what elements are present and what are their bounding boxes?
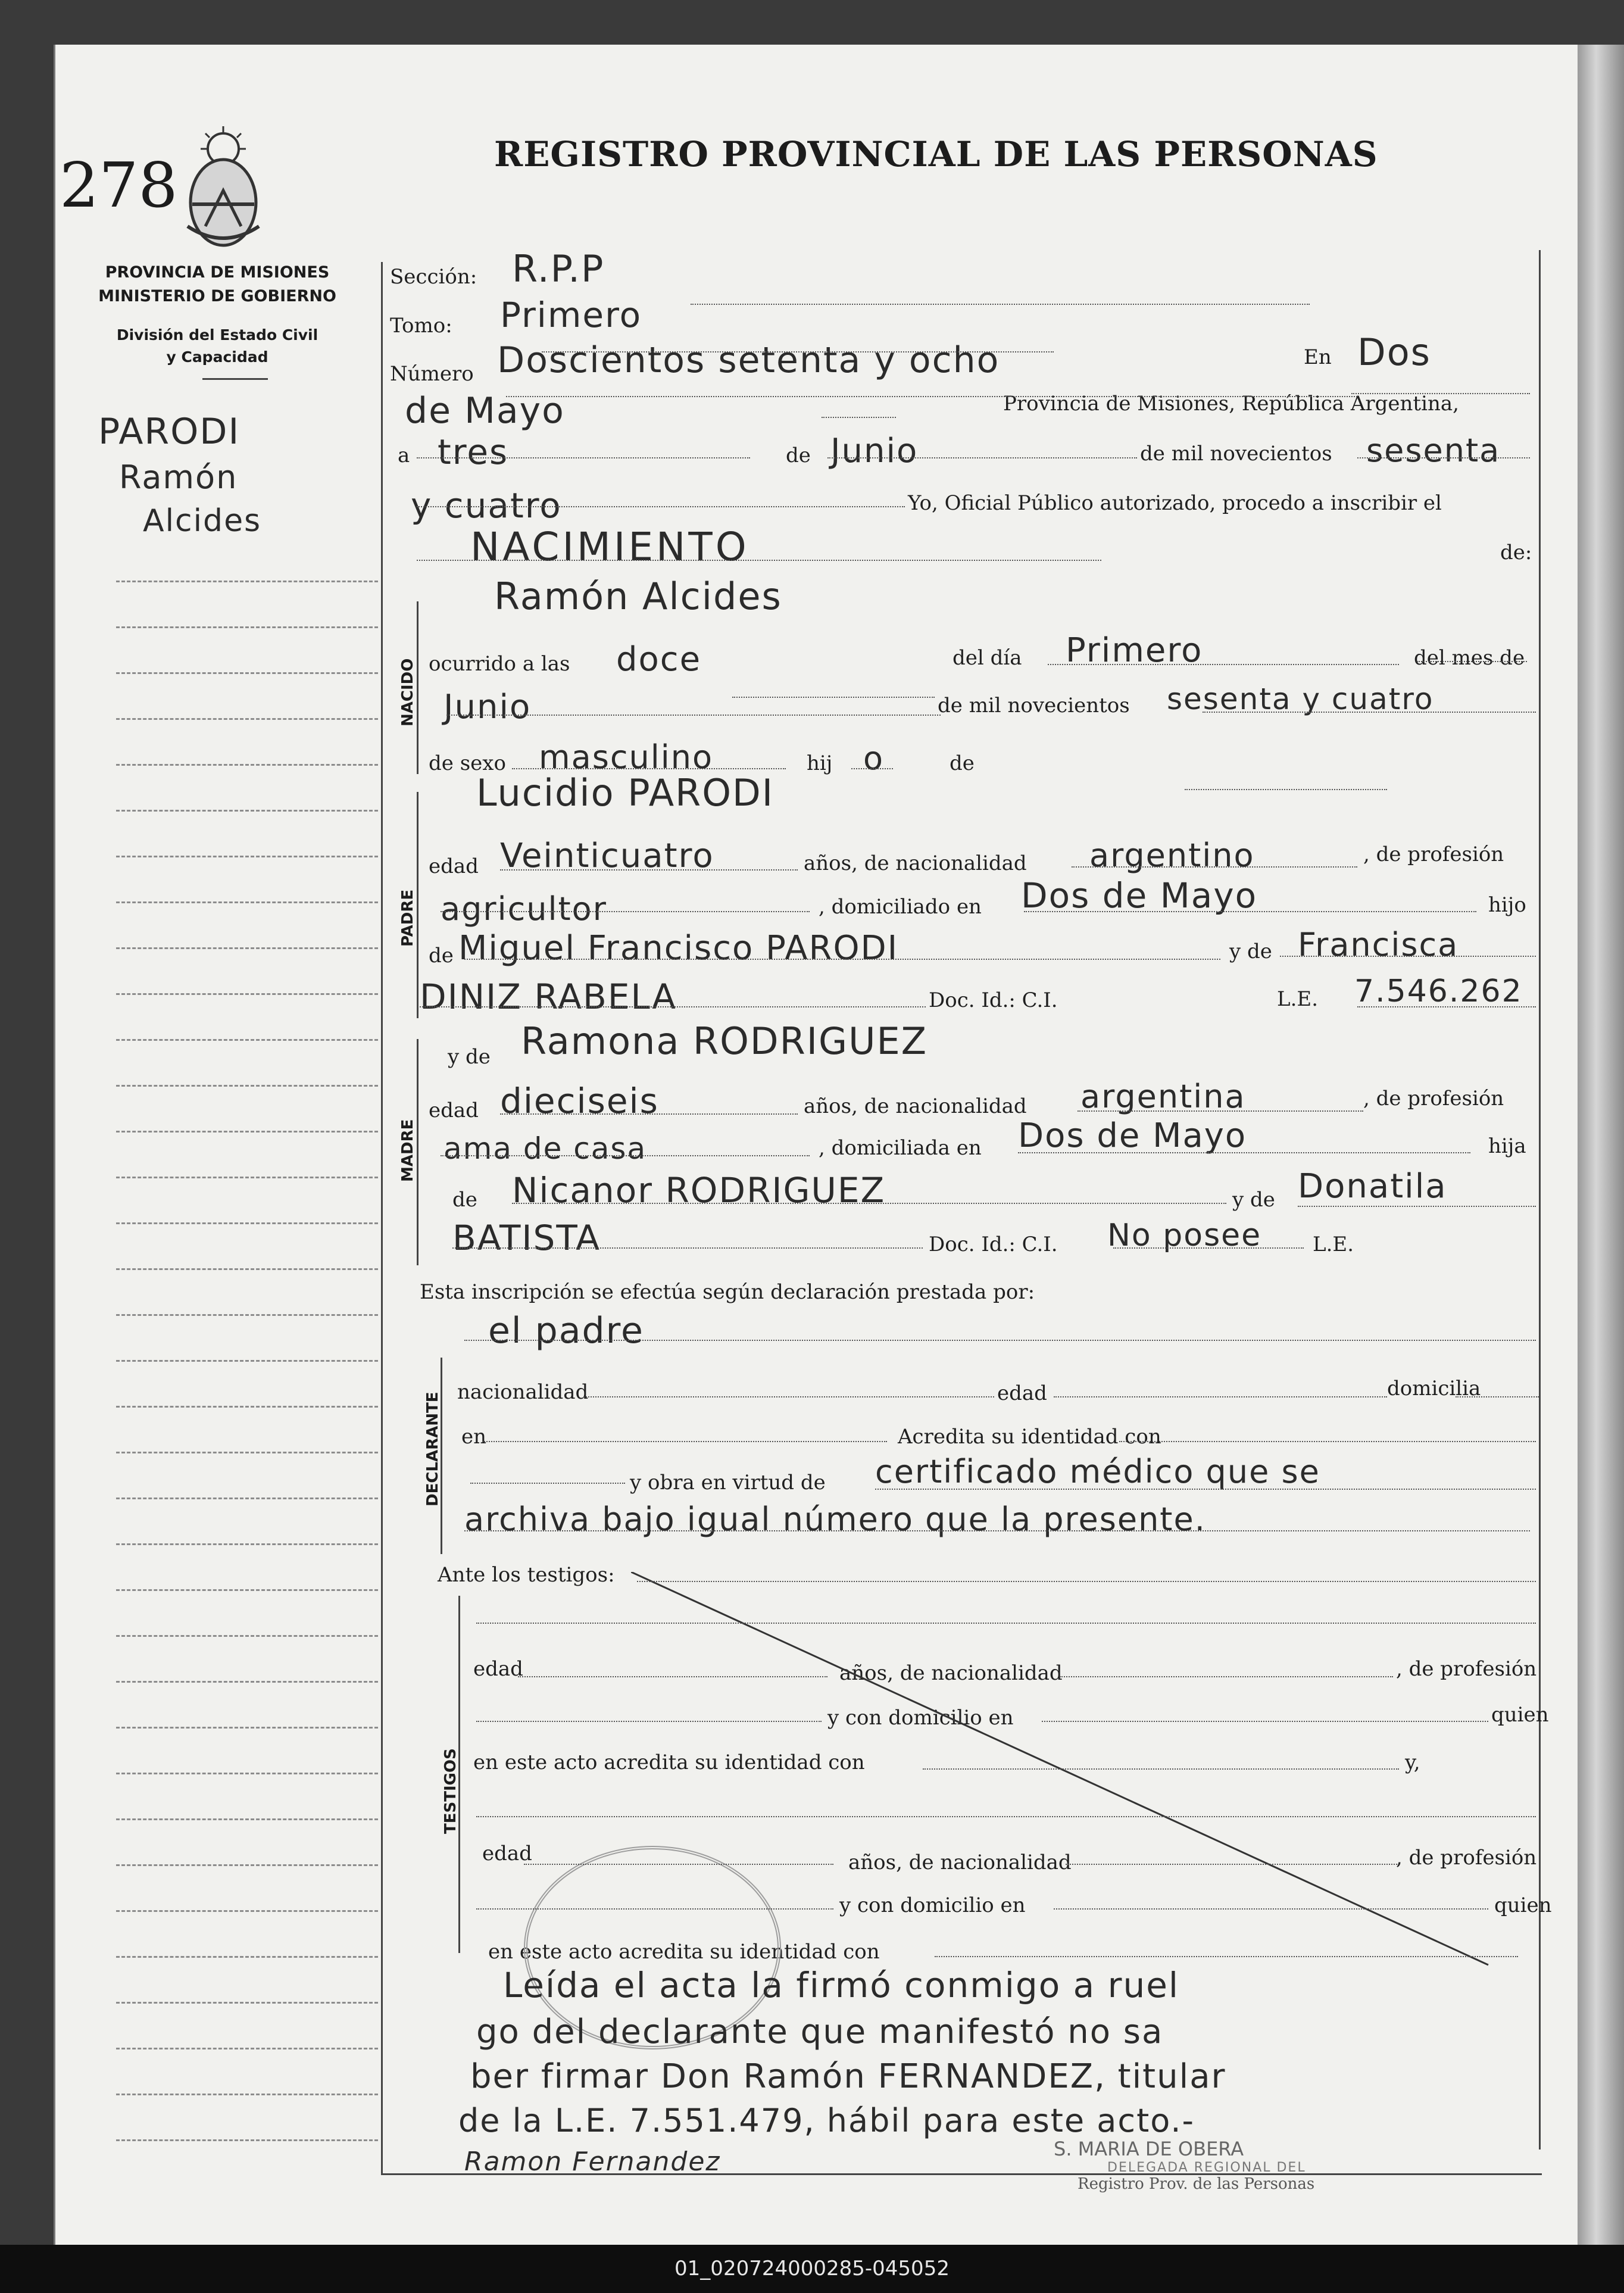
institution-ministry: MINISTERIO DE GOBIERNO (98, 287, 336, 305)
madre-bracket (417, 1039, 419, 1265)
seccion-label: Sección: (390, 265, 477, 289)
section-label-testigos: TESTIGOS (442, 1748, 460, 1834)
margin-surname: PARODI (98, 411, 241, 453)
section-label-nacido: NACIDO (399, 658, 417, 726)
mil-label: de mil novecientos (1140, 442, 1332, 466)
field-underline (542, 351, 1054, 352)
tomo-value: Primero (500, 295, 642, 335)
madre-doc-value: No posee (1107, 1218, 1262, 1253)
field-underline (518, 1676, 827, 1677)
field-underline (1048, 664, 1399, 665)
padre-prof-label: , de profesión (1363, 843, 1504, 866)
testigo1-dom-label: y con domicilio en (827, 1706, 1014, 1730)
a-label: a (398, 444, 410, 467)
de-colon-label: de: (1500, 541, 1532, 564)
margin-ruled-line (116, 1681, 378, 1683)
margin-ruled-line (116, 1406, 378, 1408)
margin-ruled-line (116, 1635, 378, 1637)
field-underline (1018, 1152, 1470, 1153)
madre-nac-value: argentina (1080, 1078, 1246, 1115)
field-underline (512, 768, 786, 769)
section-label-madre: MADRE (399, 1119, 417, 1182)
margin-ruled-line (116, 581, 378, 582)
testigo1-edad-label: edad (473, 1657, 523, 1681)
madre-y-de-label: y de (448, 1045, 491, 1069)
field-underline (1456, 1396, 1539, 1397)
nacido-bracket (417, 601, 419, 774)
margin-ruled-line (116, 1085, 378, 1087)
field-underline (1203, 712, 1536, 713)
margin-ruled-line (116, 810, 378, 812)
hij-label: hij (807, 751, 833, 775)
margin-ruled-line (116, 672, 378, 674)
mes-value: Junio (444, 688, 532, 726)
mes-label: del mes de (1414, 646, 1525, 670)
numero-label: Número (390, 362, 474, 386)
testigo1-nac-label: años, de nacionalidad (839, 1661, 1063, 1685)
padre-mother-surname: DINIZ RABELA (420, 977, 677, 1017)
declarante-dom-label: domicilia (1387, 1377, 1481, 1400)
madre-prof-label: , de profesión (1363, 1087, 1504, 1110)
field-underline (417, 560, 1101, 561)
padre-nac-label: años, de nacionalidad (804, 851, 1027, 875)
testigo2-quien-label: quien (1494, 1893, 1552, 1917)
madre-father-value: Nicanor RODRIGUEZ (512, 1170, 886, 1211)
closing-line-1: Leída el acta la firmó conmigo a ruel (503, 1965, 1180, 2005)
padre-bracket (417, 792, 419, 1018)
provincia-text: Provincia de Misiones, República Argentina, (1003, 392, 1459, 416)
margin-ruled-line (116, 1818, 378, 1820)
nacido-de-label: de (950, 751, 975, 775)
margin-ruled-line (116, 1131, 378, 1133)
padre-y-de-label: y de (1229, 940, 1272, 963)
field-underline (476, 1908, 833, 1910)
margin-ruled-line (116, 718, 378, 720)
section-label-padre: PADRE (399, 889, 417, 947)
margin-ruled-line (116, 993, 378, 995)
padre-mother-value: Francisca (1298, 926, 1459, 963)
image-id-footer: 01_020724000285-045052 (0, 2245, 1624, 2293)
declaracion-text: Esta inscripción se efectúa según declaración prestada por: (420, 1280, 1035, 1304)
field-underline (691, 304, 1310, 305)
margin-ruled-line (116, 947, 378, 949)
padre-le-label: L.E. (1277, 987, 1319, 1011)
madre-hija-label: hija (1488, 1134, 1526, 1158)
margin-ruled-line (116, 1314, 378, 1316)
field-underline (417, 506, 905, 507)
field-underline (851, 768, 893, 769)
madre-edad-label: edad (429, 1099, 479, 1122)
field-underline (1119, 1441, 1536, 1442)
field-underline (417, 457, 750, 458)
oficial-text: Yo, Oficial Público autorizado, procedo a inscribir el (908, 491, 1442, 515)
field-underline (441, 911, 810, 912)
field-underline (822, 417, 896, 418)
stamp-line-1: S. MARIA DE OBERA (1054, 2138, 1244, 2160)
field-underline (441, 1155, 810, 1156)
madre-y-de-label-2: y de (1232, 1188, 1275, 1212)
institution-capacity: y Capacidad (166, 348, 268, 366)
declarante-virtud-label: y obra en virtud de (630, 1471, 826, 1495)
numero-value: Doscientos setenta y ocho (497, 339, 1000, 381)
field-underline (1113, 1247, 1304, 1249)
sexo-value: masculino (539, 738, 714, 776)
field-underline (452, 1247, 923, 1249)
field-underline (1298, 1206, 1536, 1207)
madre-edad-value: dieciseis (500, 1081, 659, 1121)
madre-le-label: L.E. (1313, 1233, 1354, 1256)
margin-ruled-line (116, 1910, 378, 1912)
page-number: 278 (60, 149, 178, 221)
margin-ruled-line (116, 1498, 378, 1499)
hij-value: o (863, 740, 885, 777)
padre-nac-value: argentino (1089, 837, 1255, 874)
stamp-line-2: DELEGADA REGIONAL DEL (1107, 2160, 1306, 2175)
margin-ruled-line (116, 626, 378, 628)
dia-value: Primero (1066, 631, 1203, 670)
declarante-virtud-value-2: archiva bajo igual número que la presente. (464, 1500, 1206, 1538)
closing-line-2: go del declarante que manifestó no sa (476, 2013, 1164, 2051)
declarante-virtud-value: certificado médico que se (875, 1453, 1320, 1490)
padre-name: Lucidio PARODI (476, 771, 774, 815)
field-underline (1054, 1396, 1387, 1397)
madre-dom-value: Dos de Mayo (1018, 1116, 1247, 1155)
year-value-2: y cuatro (411, 485, 562, 526)
field-underline (875, 1489, 1536, 1490)
year-value: sesenta (1366, 432, 1501, 469)
field-underline (446, 715, 941, 716)
padre-doc-label: Doc. Id.: C.I. (929, 988, 1058, 1012)
field-underline (506, 396, 1357, 397)
tomo-label: Tomo: (390, 314, 452, 338)
margin-ruled-line (116, 1864, 378, 1866)
testigo1-y-label: y, (1405, 1751, 1420, 1774)
field-underline (524, 1864, 833, 1865)
margin-ruled-line (116, 1589, 378, 1591)
madre-name: Ramona RODRIGUEZ (521, 1019, 928, 1063)
field-underline (464, 1340, 1536, 1341)
field-underline (637, 1581, 1536, 1582)
field-underline (1054, 1908, 1488, 1910)
field-underline (1066, 1864, 1399, 1865)
sexo-label: de sexo (429, 751, 506, 775)
witness-signature: Ramon Fernandez (464, 2147, 721, 2177)
madre-de-label: de (452, 1188, 477, 1212)
ocurrido-label: ocurrido a las (429, 652, 570, 676)
acto-value: NACIMIENTO (470, 524, 749, 570)
padre-dom-value: Dos de Mayo (1021, 875, 1258, 916)
margin-ruled-line (116, 2002, 378, 2004)
field-underline (1357, 457, 1530, 458)
field-underline (1351, 393, 1530, 394)
testigo1-acredita-label: en este acto acredita su identidad con (473, 1751, 865, 1774)
page-title: REGISTRO PROVINCIAL DE LAS PERSONAS (494, 134, 1378, 174)
field-underline (1042, 1721, 1488, 1722)
declaracion-value: el padre (488, 1310, 644, 1352)
de-label: de (786, 444, 811, 467)
day-value: tres (438, 432, 509, 472)
margin-ruled-line (116, 2094, 378, 2095)
dia-label: del día (952, 646, 1022, 670)
madre-dom-label: , domiciliada en (819, 1136, 982, 1160)
field-underline (1024, 911, 1476, 912)
anio-value: sesenta y cuatro (1167, 682, 1434, 716)
testigo2-dom-label: y con domicilio en (839, 1893, 1026, 1917)
margin-ruled-line (116, 1773, 378, 1774)
margin-ruled-line (116, 764, 378, 766)
margin-ruled-line (116, 1039, 378, 1041)
official-stamp (1054, 2138, 1314, 2193)
field-underline (827, 457, 1137, 458)
padre-edad-label: edad (429, 854, 479, 878)
field-underline (482, 1441, 887, 1442)
en-value: Dos (1357, 330, 1431, 374)
field-underline (500, 869, 798, 871)
margin-ruled-line (116, 901, 378, 903)
madre-doc-label: Doc. Id.: C.I. (929, 1233, 1058, 1256)
nacido-mil-label: de mil novecientos (938, 694, 1130, 717)
field-underline (476, 1816, 1536, 1817)
margin-ruled-line (116, 856, 378, 857)
field-underline (512, 1203, 1226, 1204)
field-underline (420, 1006, 926, 1007)
coat-of-arms-icon (182, 125, 265, 250)
field-underline (476, 1721, 822, 1722)
field-underline (1185, 789, 1387, 790)
testigo2-nac-label: años, de nacionalidad (848, 1851, 1072, 1874)
book-spine (1578, 45, 1624, 2248)
field-underline (1060, 1676, 1393, 1677)
institution-underline (202, 378, 268, 380)
closing-line-3: ber firmar Don Ramón FERNANDEZ, titular (470, 2057, 1226, 2096)
margin-ruled-line (116, 1177, 378, 1178)
field-underline (464, 959, 1220, 960)
margin-ruled-line (116, 1222, 378, 1224)
field-underline (1357, 1006, 1536, 1007)
closing-line-4: de la L.E. 7.551.479, hábil para este acto.- (458, 2102, 1195, 2139)
field-underline (583, 1396, 994, 1397)
field-underline (1078, 1110, 1363, 1112)
field-underline (935, 1956, 1518, 1957)
margin-ruled-line (116, 2048, 378, 2049)
madre-mother-value: Donatila (1298, 1167, 1447, 1206)
declarante-acredita-label: Acredita su identidad con (898, 1425, 1161, 1449)
place-value: de Mayo (405, 390, 565, 432)
margin-ruled-line (116, 1452, 378, 1453)
padre-de-label: de (429, 944, 454, 968)
field-underline (1280, 956, 1536, 957)
field-underline (500, 1113, 798, 1115)
institution-province: PROVINCIA DE MISIONES (105, 263, 330, 282)
padre-hijo-label: hijo (1488, 893, 1526, 917)
form-right-border (1539, 250, 1541, 2150)
testigo2-acredita-label: en este acto acredita su identidad con (488, 1940, 880, 1964)
institution-division: División del Estado Civil (116, 326, 318, 344)
field-underline (464, 1530, 1530, 1531)
form-left-border (381, 262, 383, 2173)
testigos-intro: Ante los testigos: (438, 1563, 615, 1587)
field-underline (923, 1768, 1399, 1770)
margin-ruled-line (116, 1360, 378, 1362)
padre-dom-label: , domiciliado en (819, 895, 982, 919)
field-underline (1417, 661, 1527, 662)
field-underline (732, 697, 935, 698)
testigo2-prof-label: , de profesión (1396, 1846, 1537, 1870)
padre-edad-value: Veinticuatro (500, 837, 714, 875)
margin-ruled-line (116, 1268, 378, 1270)
nacido-name: Ramón Alcides (494, 575, 782, 618)
declarante-nac-label: nacionalidad (457, 1380, 589, 1404)
padre-father-value: Miguel Francisco PARODI (458, 929, 899, 968)
testigo1-prof-label: , de profesión (1396, 1657, 1537, 1681)
madre-prof-value: ama de casa (444, 1131, 647, 1166)
section-label-declarante: DECLARANTE (424, 1392, 442, 1506)
field-underline (470, 1483, 625, 1484)
seccion-value: R.P.P (512, 247, 605, 291)
testigo1-quien-label: quien (1491, 1703, 1549, 1727)
margin-first-name: Ramón (119, 458, 238, 496)
en-label: En (1304, 345, 1332, 369)
margin-ruled-line (116, 1956, 378, 1958)
declarante-en-label: en (461, 1425, 487, 1449)
margin-ruled-line (116, 2139, 378, 2141)
madre-nac-label: años, de nacionalidad (804, 1094, 1027, 1118)
declarante-edad-label: edad (997, 1381, 1047, 1405)
margin-ruled-line (116, 1727, 378, 1729)
hora-value: doce (616, 640, 702, 679)
month-value: Junio (830, 432, 919, 470)
padre-prof-value: agricultor (441, 890, 607, 928)
stamp-line-3: Registro Prov. de las Personas (1078, 2175, 1315, 2193)
madre-mother-surname: BATISTA (452, 1218, 601, 1258)
field-underline (476, 1623, 1536, 1624)
margin-second-name: Alcides (143, 503, 262, 539)
padre-le-value: 7.546.262 (1354, 974, 1523, 1009)
testigo2-edad-label: edad (482, 1842, 532, 1865)
margin-ruled-line (116, 1543, 378, 1545)
field-underline (1072, 866, 1357, 868)
